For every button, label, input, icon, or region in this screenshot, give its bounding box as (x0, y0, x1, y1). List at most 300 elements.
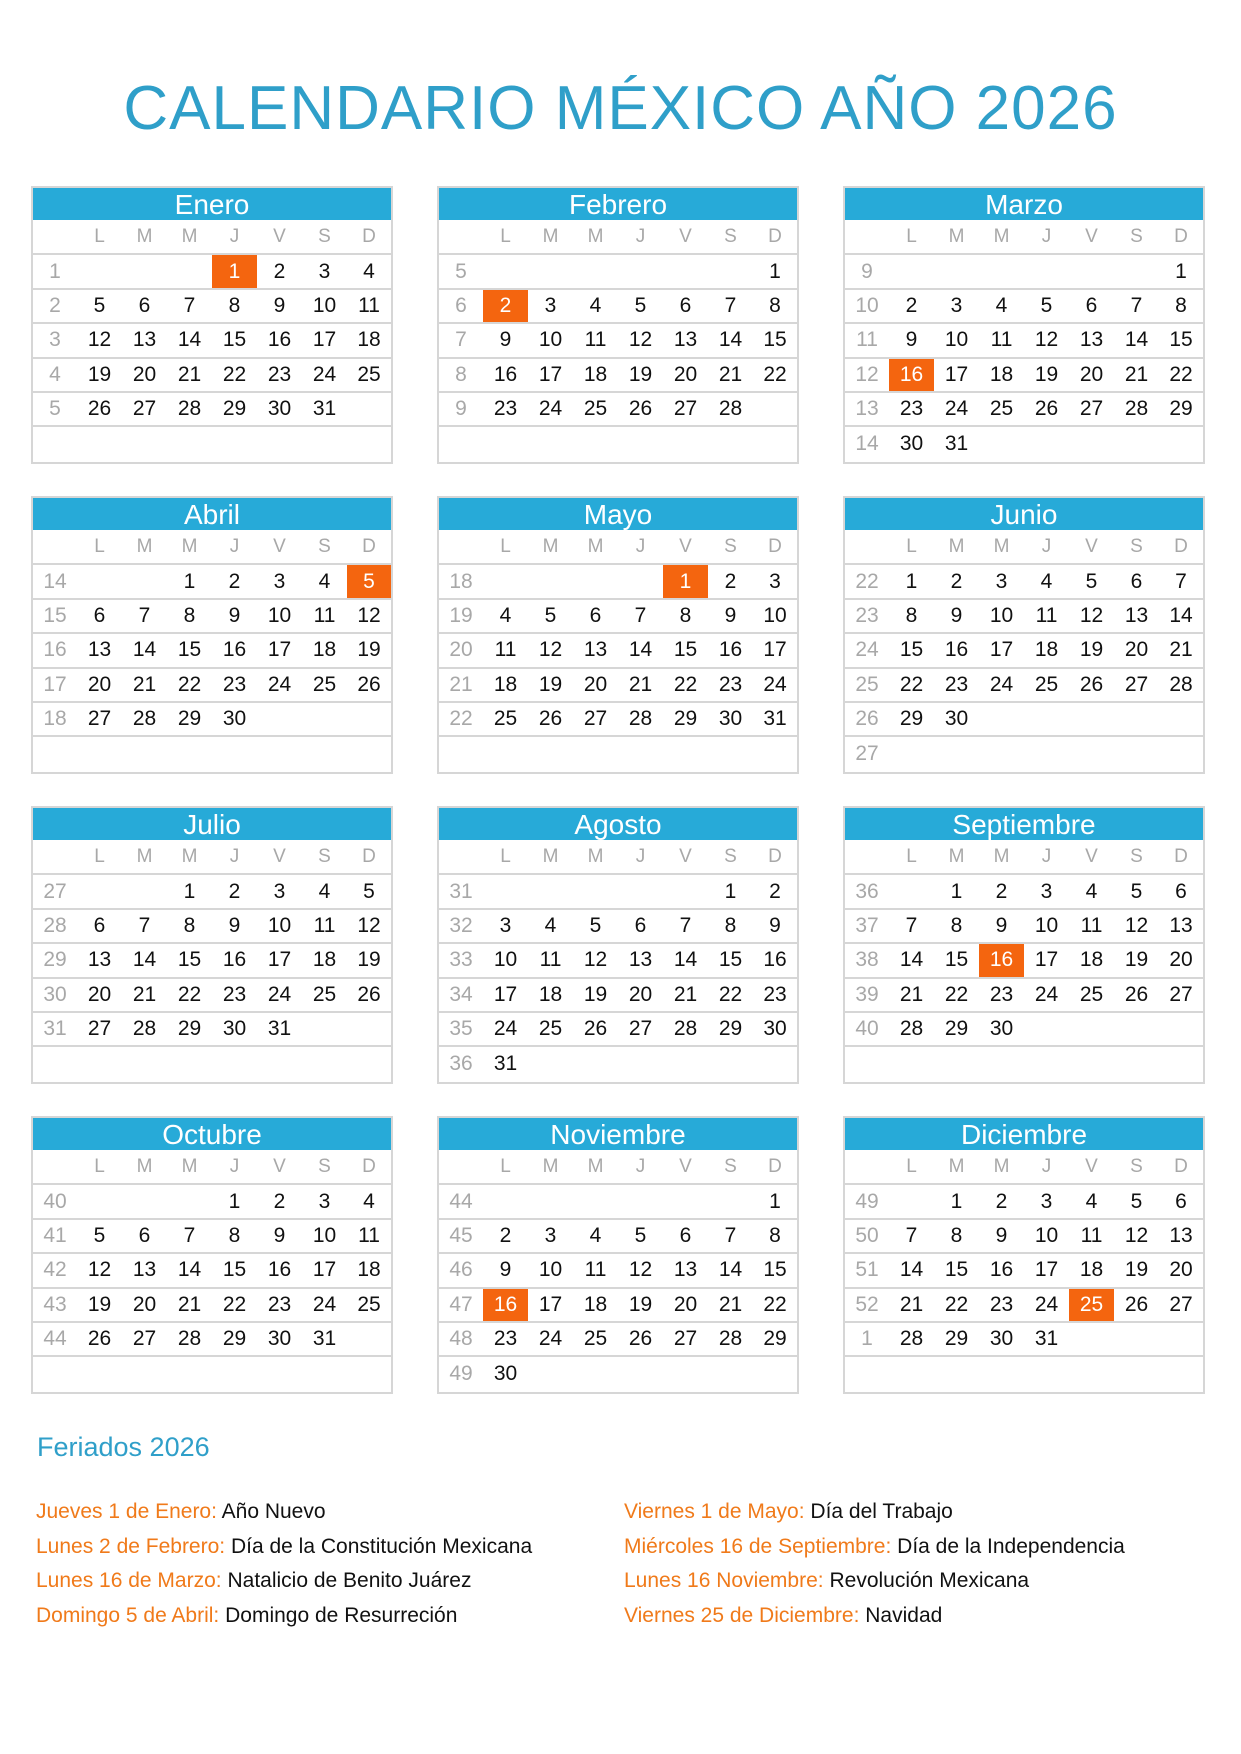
day-cell (302, 702, 347, 736)
weekday-label: J (1024, 840, 1069, 874)
day-cell: 26 (77, 392, 122, 426)
holiday-name: Día de la Constitución Mexicana (230, 1534, 533, 1558)
day-cell (528, 1046, 573, 1080)
week-number: 2 (33, 289, 77, 323)
day-cell (1114, 1322, 1159, 1356)
day-cell: 3 (302, 1184, 347, 1218)
day-cell: 14 (708, 1253, 753, 1287)
day-cell (663, 426, 708, 460)
day-cell (528, 564, 573, 598)
day-cell (618, 1184, 663, 1218)
weekday-label: M (573, 840, 618, 874)
week-number: 26 (845, 702, 889, 736)
day-cell: 23 (708, 668, 753, 702)
day-cell: 9 (257, 289, 302, 323)
day-cell: 26 (1114, 1288, 1159, 1322)
holiday-name: Año Nuevo (221, 1500, 326, 1523)
week-number: 30 (33, 978, 77, 1012)
day-cell (1024, 702, 1069, 736)
day-cell: 28 (889, 1322, 934, 1356)
month-diciembre (843, 1116, 1205, 1394)
week-number: 47 (439, 1288, 483, 1322)
day-cell: 20 (573, 668, 618, 702)
week-number: 29 (33, 943, 77, 977)
day-cell (573, 426, 618, 460)
day-cell: 24 (257, 978, 302, 1012)
holiday-entry (36, 1599, 532, 1634)
day-cell: 4 (1024, 564, 1069, 598)
month-name: Agosto (439, 808, 797, 840)
weekday-label: S (1114, 840, 1159, 874)
day-cell: 6 (573, 599, 618, 633)
day-cell: 18 (573, 1288, 618, 1322)
week-number (33, 736, 77, 770)
day-cell: 18 (347, 1253, 391, 1287)
weekday-label: D (347, 1150, 391, 1184)
day-cell: 17 (753, 633, 797, 667)
week-number: 4 (33, 358, 77, 392)
day-cell: 13 (663, 1253, 708, 1287)
day-cell (122, 1184, 167, 1218)
day-cell: 23 (212, 978, 257, 1012)
day-cell: 12 (1114, 1219, 1159, 1253)
week-header-blank (33, 1150, 77, 1184)
day-cell (1024, 426, 1069, 460)
week-number: 6 (439, 289, 483, 323)
week-number: 8 (439, 358, 483, 392)
day-cell: 12 (573, 943, 618, 977)
day-cell: 18 (347, 323, 391, 357)
day-cell (302, 1046, 347, 1080)
day-cell: 6 (1159, 874, 1203, 908)
day-cell: 19 (618, 1288, 663, 1322)
day-cell: 19 (77, 1288, 122, 1322)
day-cell (979, 254, 1024, 288)
month-name: Septiembre (845, 808, 1203, 840)
day-cell: 29 (934, 1012, 979, 1046)
day-cell: 15 (212, 1253, 257, 1287)
day-cell (77, 874, 122, 908)
day-cell: 27 (77, 1012, 122, 1046)
day-cell: 27 (663, 392, 708, 426)
day-cell: 22 (167, 668, 212, 702)
weekday-label: D (347, 840, 391, 874)
holiday-list-right (624, 1495, 1125, 1633)
day-cell (1069, 702, 1114, 736)
weekday-label: D (1159, 220, 1203, 254)
day-cell: 4 (573, 289, 618, 323)
weekday-label: M (979, 840, 1024, 874)
month-mayo (437, 496, 799, 774)
day-cell: 25 (483, 702, 528, 736)
day-cell: 7 (122, 909, 167, 943)
day-cell (77, 1184, 122, 1218)
day-cell (347, 1012, 391, 1046)
day-cell: 24 (1024, 978, 1069, 1012)
day-cell: 20 (1159, 1253, 1203, 1287)
day-cell: 21 (1114, 358, 1159, 392)
day-cell: 12 (528, 633, 573, 667)
week-header-blank (33, 840, 77, 874)
day-cell: 25 (528, 1012, 573, 1046)
day-cell (663, 1356, 708, 1390)
day-cell: 15 (708, 943, 753, 977)
day-cell: 25 (347, 358, 391, 392)
day-cell (708, 736, 753, 770)
day-cell: 17 (257, 943, 302, 977)
day-cell: 26 (1114, 978, 1159, 1012)
day-cell: 6 (77, 599, 122, 633)
day-cell: 19 (347, 633, 391, 667)
week-number: 44 (33, 1322, 77, 1356)
day-cell: 7 (889, 1219, 934, 1253)
day-cell: 10 (302, 289, 347, 323)
day-cell: 3 (979, 564, 1024, 598)
day-cell: 13 (618, 943, 663, 977)
day-cell (122, 426, 167, 460)
day-cell (889, 1184, 934, 1218)
day-cell: 1 (708, 874, 753, 908)
day-cell: 15 (1159, 323, 1203, 357)
day-cell: 10 (934, 323, 979, 357)
day-cell: 23 (979, 978, 1024, 1012)
day-cell: 13 (573, 633, 618, 667)
day-cell (1069, 1322, 1114, 1356)
holiday-entry (36, 1495, 532, 1530)
week-header-blank (845, 840, 889, 874)
day-cell: 6 (663, 1219, 708, 1253)
day-cell: 18 (302, 633, 347, 667)
day-cell: 11 (347, 1219, 391, 1253)
day-cell (122, 736, 167, 770)
day-cell: 19 (528, 668, 573, 702)
week-number: 43 (33, 1288, 77, 1322)
day-cell (618, 1046, 663, 1080)
week-number: 40 (33, 1184, 77, 1218)
day-cell: 9 (212, 909, 257, 943)
day-cell: 30 (979, 1012, 1024, 1046)
week-number (845, 1046, 889, 1080)
day-cell: 6 (1159, 1184, 1203, 1218)
day-cell: 27 (1114, 668, 1159, 702)
day-cell: 29 (753, 1322, 797, 1356)
day-cell: 22 (212, 358, 257, 392)
day-cell: 12 (1114, 909, 1159, 943)
day-cell: 29 (167, 1012, 212, 1046)
day-cell: 26 (347, 668, 391, 702)
week-number (845, 1356, 889, 1390)
day-cell: 17 (979, 633, 1024, 667)
day-cell: 7 (1159, 564, 1203, 598)
day-cell: 24 (302, 1288, 347, 1322)
day-cell: 4 (573, 1219, 618, 1253)
weekday-label: J (618, 840, 663, 874)
holiday-day-cell: 25 (1069, 1288, 1114, 1322)
day-cell: 19 (1069, 633, 1114, 667)
weekday-label: M (528, 220, 573, 254)
day-cell (979, 1356, 1024, 1390)
holiday-date: Domingo 5 de Abril: (36, 1603, 220, 1627)
day-cell: 14 (167, 323, 212, 357)
day-cell: 15 (934, 1253, 979, 1287)
holiday-name: Navidad (865, 1603, 943, 1627)
day-cell: 5 (1114, 874, 1159, 908)
day-cell (528, 254, 573, 288)
weekday-label: V (1069, 1150, 1114, 1184)
day-cell (1069, 254, 1114, 288)
weekday-label: M (167, 840, 212, 874)
day-cell: 5 (1069, 564, 1114, 598)
day-cell (1159, 1356, 1203, 1390)
weekday-label: V (663, 530, 708, 564)
day-cell: 8 (212, 289, 257, 323)
day-cell: 14 (1159, 599, 1203, 633)
day-cell: 6 (77, 909, 122, 943)
weekday-label: S (708, 1150, 753, 1184)
day-cell: 12 (77, 323, 122, 357)
holiday-date: Viernes 25 de Diciembre: (624, 1603, 860, 1627)
weekday-label: L (77, 220, 122, 254)
day-cell (1159, 1322, 1203, 1356)
day-cell: 28 (708, 1322, 753, 1356)
day-cell: 31 (257, 1012, 302, 1046)
day-cell (889, 874, 934, 908)
week-number: 23 (845, 599, 889, 633)
day-cell: 21 (167, 1288, 212, 1322)
day-cell (528, 736, 573, 770)
week-number: 22 (845, 564, 889, 598)
day-cell: 13 (122, 323, 167, 357)
day-cell: 11 (1069, 1219, 1114, 1253)
day-cell (528, 426, 573, 460)
week-number: 12 (845, 358, 889, 392)
week-number: 36 (449, 1052, 473, 1076)
day-cell: 21 (122, 668, 167, 702)
weekday-label: M (573, 220, 618, 254)
holiday-entry (36, 1530, 532, 1565)
day-cell: 21 (618, 668, 663, 702)
week-number (33, 1046, 77, 1080)
month-name: Noviembre (439, 1118, 797, 1150)
weekday-label: M (979, 530, 1024, 564)
day-cell: 17 (302, 323, 347, 357)
day-cell (1069, 736, 1114, 770)
day-cell: 18 (573, 358, 618, 392)
day-cell: 19 (618, 358, 663, 392)
day-cell: 10 (528, 1253, 573, 1287)
day-cell: 15 (212, 323, 257, 357)
day-cell: 5 (618, 289, 663, 323)
week-number: 33 (439, 943, 483, 977)
day-cell: 22 (1159, 358, 1203, 392)
day-cell (618, 426, 663, 460)
day-cell: 15 (934, 943, 979, 977)
holiday-day-cell: 16 (483, 1288, 528, 1322)
day-cell (1024, 1012, 1069, 1046)
week-number: 52 (845, 1288, 889, 1322)
day-cell: 15 (167, 943, 212, 977)
day-cell: 13 (77, 943, 122, 977)
weekday-label: M (122, 1150, 167, 1184)
day-cell: 9 (483, 1253, 528, 1287)
day-cell (1159, 1046, 1203, 1080)
day-cell: 6 (122, 289, 167, 323)
day-cell: 2 (257, 1184, 302, 1218)
day-cell: 25 (347, 1288, 391, 1322)
day-cell: 23 (483, 1322, 528, 1356)
weekday-label: M (979, 1150, 1024, 1184)
day-cell: 16 (483, 358, 528, 392)
day-cell: 5 (1114, 1184, 1159, 1218)
day-cell: 10 (1024, 1219, 1069, 1253)
weekday-label: M (979, 220, 1024, 254)
day-cell: 4 (979, 289, 1024, 323)
weekday-label: S (302, 220, 347, 254)
day-cell: 1 (753, 1184, 797, 1218)
day-cell: 17 (483, 978, 528, 1012)
day-cell: 6 (618, 909, 663, 943)
weekday-label: S (302, 840, 347, 874)
day-cell: 27 (122, 1322, 167, 1356)
weekday-label: V (257, 530, 302, 564)
day-cell: 8 (934, 909, 979, 943)
day-cell (979, 426, 1024, 460)
holiday-date: Jueves 1 de Enero: (36, 1500, 217, 1523)
day-cell: 13 (1159, 909, 1203, 943)
day-cell: 4 (347, 1184, 391, 1218)
day-cell: 13 (1069, 323, 1114, 357)
day-cell: 2 (753, 874, 797, 908)
weekday-label: L (889, 530, 934, 564)
day-cell: 21 (889, 1288, 934, 1322)
day-cell: 13 (1114, 599, 1159, 633)
day-cell: 19 (1114, 1253, 1159, 1287)
weekday-label: M (167, 1150, 212, 1184)
week-number: 50 (845, 1219, 889, 1253)
week-number (33, 426, 77, 460)
day-cell: 27 (573, 702, 618, 736)
day-cell: 11 (573, 323, 618, 357)
day-cell (347, 702, 391, 736)
week-number: 28 (33, 909, 77, 943)
day-cell: 29 (708, 1012, 753, 1046)
week-header-blank (845, 1150, 889, 1184)
week-number: 42 (33, 1253, 77, 1287)
day-cell: 26 (347, 978, 391, 1012)
day-cell: 25 (302, 668, 347, 702)
weekday-label: D (1159, 840, 1203, 874)
day-cell: 6 (1069, 289, 1114, 323)
day-cell (167, 254, 212, 288)
day-cell: 1 (934, 874, 979, 908)
weekday-label: J (212, 530, 257, 564)
day-cell: 12 (347, 599, 391, 633)
weekday-label: D (1159, 530, 1203, 564)
day-cell (77, 426, 122, 460)
day-cell: 2 (212, 874, 257, 908)
day-cell: 24 (1024, 1288, 1069, 1322)
day-cell: 30 (493, 1362, 518, 1386)
day-cell: 9 (483, 323, 528, 357)
day-cell (483, 426, 528, 460)
day-cell: 3 (257, 874, 302, 908)
weekday-label: L (889, 1150, 934, 1184)
day-cell: 3 (302, 254, 347, 288)
day-cell: 3 (934, 289, 979, 323)
day-cell: 9 (934, 599, 979, 633)
day-cell: 3 (257, 564, 302, 598)
day-cell (122, 1046, 167, 1080)
week-number: 35 (439, 1012, 483, 1046)
day-cell: 2 (483, 1219, 528, 1253)
day-cell: 29 (663, 702, 708, 736)
day-cell: 24 (753, 668, 797, 702)
day-cell: 18 (528, 978, 573, 1012)
weekday-label: D (753, 530, 797, 564)
day-cell: 5 (618, 1219, 663, 1253)
day-cell: 30 (708, 702, 753, 736)
month-name: Mayo (439, 498, 797, 530)
day-cell (934, 736, 979, 770)
day-cell: 24 (302, 358, 347, 392)
day-cell (753, 1046, 797, 1080)
day-cell (483, 1184, 528, 1218)
day-cell: 20 (122, 1288, 167, 1322)
month-septiembre (843, 806, 1205, 1084)
holiday-name: Domingo de Resurreción (225, 1603, 458, 1627)
week-number: 46 (439, 1253, 483, 1287)
week-number: 25 (845, 668, 889, 702)
day-cell: 2 (934, 564, 979, 598)
day-cell (663, 254, 708, 288)
day-cell (347, 426, 391, 460)
holiday-name: Revolución Mexicana (829, 1569, 1030, 1592)
day-cell: 26 (618, 1322, 663, 1356)
holiday-list-left (36, 1495, 532, 1633)
day-cell: 14 (122, 943, 167, 977)
day-cell: 11 (302, 599, 347, 633)
day-cell: 8 (934, 1219, 979, 1253)
week-number: 48 (439, 1322, 483, 1356)
day-cell: 8 (708, 909, 753, 943)
week-number: 27 (855, 742, 879, 766)
weekday-label: J (212, 1150, 257, 1184)
weekday-label: S (708, 530, 753, 564)
week-header-blank (439, 220, 483, 254)
day-cell: 7 (889, 909, 934, 943)
day-cell: 16 (934, 633, 979, 667)
day-cell: 21 (708, 1288, 753, 1322)
day-cell (618, 1356, 663, 1390)
week-number: 15 (33, 599, 77, 633)
week-number: 16 (33, 633, 77, 667)
day-cell: 14 (618, 633, 663, 667)
holiday-date: Lunes 16 de Marzo: (36, 1569, 222, 1592)
day-cell: 3 (528, 1219, 573, 1253)
day-cell (302, 1012, 347, 1046)
day-cell: 20 (1114, 633, 1159, 667)
holiday-name: Natalicio de Benito Juárez (227, 1569, 472, 1592)
day-cell: 27 (122, 392, 167, 426)
weekday-label: J (1024, 1150, 1069, 1184)
weekday-label: L (483, 840, 528, 874)
week-number: 7 (439, 323, 483, 357)
day-cell: 20 (77, 668, 122, 702)
weekday-label: M (122, 220, 167, 254)
day-cell: 25 (573, 1322, 618, 1356)
day-cell: 20 (77, 978, 122, 1012)
week-number: 34 (439, 978, 483, 1012)
